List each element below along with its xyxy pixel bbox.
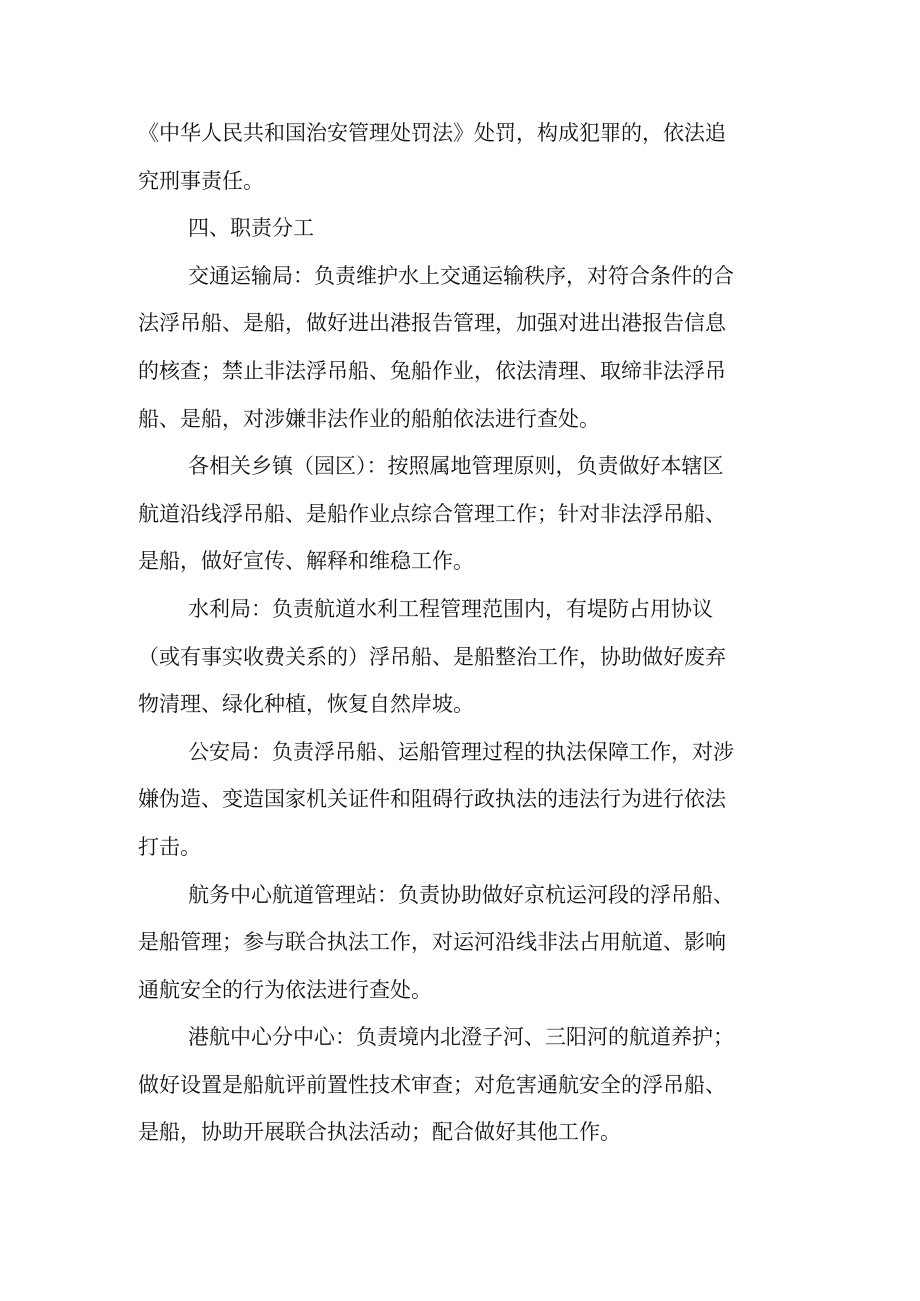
text-line: 做好设置是船航评前置性技术审查；对危害通航安全的浮吊船、: [138, 1072, 726, 1097]
continuation-paragraph: [138, 110, 798, 205]
text-line: 是船，做好宣传、解释和维稳工作。: [138, 549, 474, 574]
text-line: 航务中心航道管理站：负责协助做好京杭运河段的浮吊船、: [188, 882, 734, 907]
text-line: 究刑事责任。: [138, 168, 264, 193]
document-body: [138, 110, 798, 1157]
paragraph-transport-bureau: [138, 253, 798, 443]
text-line: 水利局：负责航道水利工程管理范围内，有堤防占用协议: [188, 596, 713, 621]
text-line: 是船管理；参与联合执法工作，对运河沿线非法占用航道、影响: [138, 930, 726, 955]
paragraph-port-subcenter: [138, 1014, 798, 1157]
paragraph-townships: [138, 443, 798, 586]
paragraph-waterway-station: [138, 872, 798, 1015]
text-line: 的核查；禁止非法浮吊船、兔船作业，依法清理、取缔非法浮吊: [138, 358, 726, 383]
text-line: 公安局：负责浮吊船、运船管理过程的执法保障工作，对涉: [188, 739, 734, 764]
text-line: 港航中心分中心：负责境内北澄子河、三阳河的航道养护；: [188, 1025, 734, 1050]
text-line: 物清理、绿化种植，恢复自然岸坡。: [138, 692, 474, 717]
text-line: 交通运输局：负责维护水上交通运输秩序，对符合条件的合: [188, 263, 734, 288]
text-line: 《中华人民共和国治安管理处罚法》处罚，构成犯罪的，依法追: [138, 121, 726, 145]
paragraph-public-security: [138, 729, 798, 872]
paragraph-water-bureau: [138, 586, 798, 729]
text-line: （或有事实收费关系的）浮吊船、是船整治工作，协助做好废弃: [138, 644, 726, 669]
text-line: 各相关乡镇（园区）：按照属地管理原则，负责做好本辖区: [188, 454, 724, 479]
text-line: 船、是船，对涉嫌非法作业的船舶依法进行查处。: [138, 406, 600, 431]
text-line: 打击。: [138, 834, 201, 859]
text-line: 航道沿线浮吊船、是船作业点综合管理工作；针对非法浮吊船、: [138, 501, 726, 526]
text-line: 法浮吊船、是船，做好进出港报告管理，加强对进出港报告信息: [138, 311, 726, 336]
text-line: 嫌伪造、变造国家机关证件和阻碍行政执法的违法行为进行依法: [138, 787, 726, 812]
text-line: 通航安全的行为依法进行查处。: [138, 977, 432, 1002]
section-heading: [138, 205, 798, 253]
section-heading-text: 四、职责分工: [188, 216, 314, 241]
text-line: 是船，协助开展联合执法活动；配合做好其他工作。: [138, 1120, 621, 1145]
